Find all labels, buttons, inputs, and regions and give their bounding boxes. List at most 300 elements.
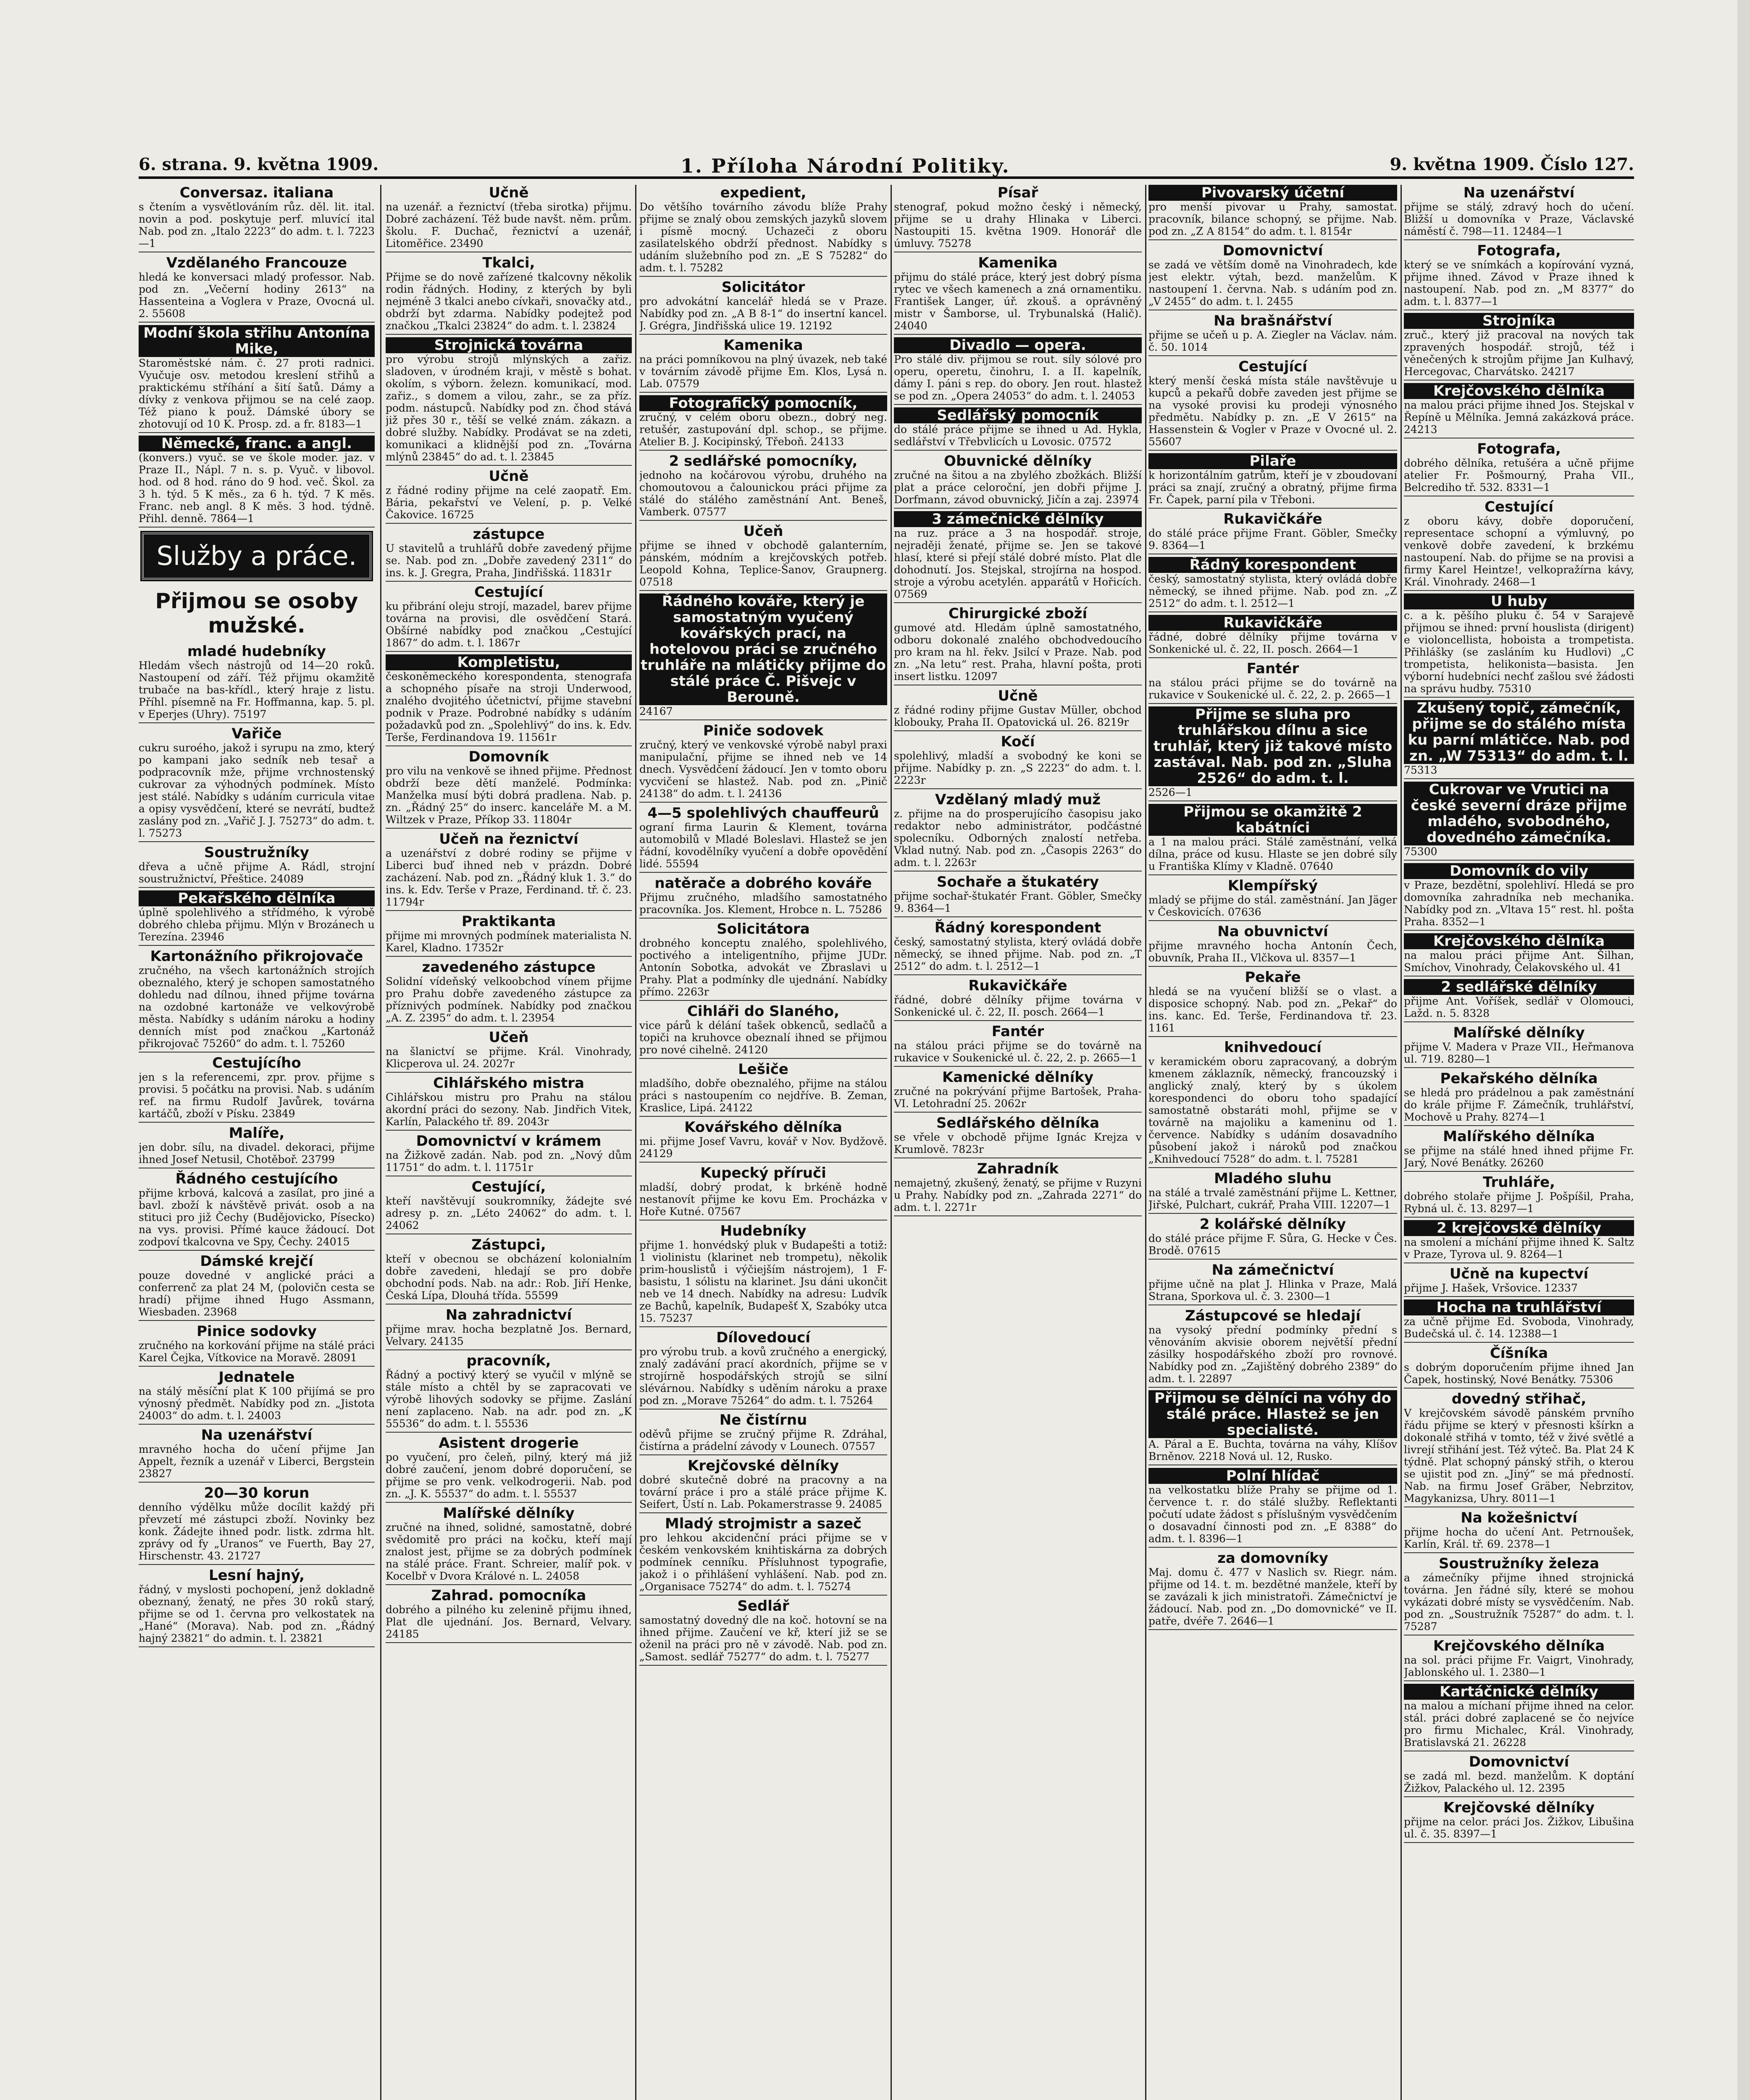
classified-ad (386, 468, 632, 524)
ad-heading: Fantér (991, 1023, 1044, 1040)
classified-ad (139, 1323, 375, 1367)
ad-heading: Zástupci, (471, 1236, 546, 1253)
ad-heading: Zahradník (977, 1160, 1059, 1177)
ad-text: přijme krbová, kalcová a zasílat, pro jiné a bavl. zboží k návštěvě privát. osob a na stituci pro již Čechy (Budějovicko, Písecko) na vys. provisi. Přímé kauce žádoucí. Dot zodpoví tkalcovna ve Spy, Čechy. 24015 (139, 1187, 375, 1248)
ad-heading: Cestující, (471, 1179, 546, 1195)
ad-heading: zástupce (473, 526, 545, 543)
classified-ad (894, 255, 1142, 335)
ad-text: dřeva a učně přijme A. Rádl, strojní soustružnictví, Přeštice. 24089 (139, 861, 375, 885)
ad-text: český, samostatný stylista, který ovládá dobře německý, se ihned přijme. Nab. pod zn. „T 2512“ do adm. t. l. 2512—1 (894, 936, 1142, 972)
ad-text: přijme hocha do učení Ant. Petrnoušek, Karlín, Král. tř. 69. 2378—1 (1404, 1526, 1634, 1550)
ad-heading: Kočí (1001, 733, 1035, 750)
ad-text: zručného na korkování přijme na stálé práci Karel Čejka, Vítkovice na Moravě. 28091 (139, 1339, 375, 1364)
ad-heading: Krejčovské dělníky (1443, 1799, 1595, 1816)
ad-text: Hledám všech nástrojů od 14—20 roků. Nastoupení od září. Též přijmu okamžitě trubače na bas-křídl., který hraje z listu. Příhl. písemně na Fr. Hoffmanna, kap. 5. pl. v Eperjes (Uhry). 75197 (139, 659, 375, 720)
ad-heading: Solicitátor (721, 279, 805, 296)
ad-heading: Domovník do vily (1404, 863, 1634, 879)
ad-text: Přijme se do nově zařízené tkalcovny několik rodin řádných. Hodiny, z kterých by byli nejméně 3 tkalci anebo cívkaři, snovačky atd., obdrží byt zdarma. Nabídky podejtež pod značkou „Tkalci 23824“ do adm. t. l. 23824 (386, 271, 632, 332)
ad-text: V krejčovském sávodě pánském prvního řádu přijme se který v přesnosti kšírkn a dokonalé střihá v tomto, též v živé světlé a livrejí střihání jest. Též výteč. Ba. Plat 24 K týdně. Plat schopný pánský střih, o kterou se ujistit pod zn. „Jiný“ se má předností. Nab. na firmu Josef Gräber, Nebrzitov, Magykanizsa, Uhry. 8011—1 (1404, 1407, 1634, 1504)
ad-text: Cihlářskou mistru pro Prahu na stálou akordní práci do sezony. Nab. Jindřich Vitek, Karlín, Palackého tř. 89. 2043r (386, 1091, 632, 1128)
ad-heading: Fotografický pomocník, (639, 395, 887, 411)
ad-text: ku přibrání oleju strojí, mazadel, barev přijme továrna na provisi, dle osvědčení Stará. Obšírné nabídky pod značkou „Cestující 1867“ do adm. t. l. 1867r (386, 600, 632, 649)
classified-ad (639, 1061, 887, 1117)
ad-heading: Zástupcové se hledají (1185, 1307, 1361, 1324)
ad-heading: Sedlářský pomocník (894, 407, 1142, 423)
classified-ad (1404, 185, 1634, 240)
ad-text: zručný, v celém oboru obezn., dobrý neg. retušér, zastupování dpl. schop., se přijme. Atelier B. J. Kocipinský, Třeboň. 24133 (639, 411, 887, 448)
ad-heading: 20—30 korun (204, 1485, 310, 1502)
classified-ad (1404, 782, 1634, 861)
classified-ad (639, 1003, 887, 1059)
ad-heading: Jednatele (218, 1369, 295, 1386)
ad-heading: Ne čistírnu (719, 1412, 807, 1428)
ad-text: zručný, který ve venkovské výrobě nabyl praxi manipulační, přijme se ihned neb ve 14 dnech. Vysvědčení žádoucí. Jen v tomto oboru vycvičení se hlastež. Nab. pod zn. „Pinič 24138“ do adm. t. l. 24136 (639, 739, 887, 800)
ad-text: z řádné rodiny přijme na celé zaopatř. Em. Bária, pekařství ve Velení, p. p. Velké Čakovice. 16725 (386, 484, 632, 521)
ad-text: na šlanictví se přijme. Král. Vinohrady, Klicperova ul. 24. 2027r (386, 1045, 632, 1070)
classified-ad (894, 920, 1142, 975)
ad-text: jen s la referencemi, zpr. prov. přijme s provisi. 5 počátku na provisi. Nab. s udáním ref. na firmu Rudolf Javůrek, továrna kartáčů, zboží v Písku. 23849 (139, 1071, 375, 1120)
ad-text: mladší, dobrý prodat, k brkéně hodně nestanovít přijme ke kovu Em. Procházka v Hoře Kutné. 07567 (639, 1181, 887, 1218)
ad-heading: 2 sedlářské dělníky (1404, 979, 1634, 995)
classified-ad (386, 255, 632, 335)
column-divider (1145, 185, 1146, 2100)
ad-heading: Kartáčnické dělníky (1404, 1684, 1634, 1700)
ad-text: zručného, na všech kartonážních strojích obeznalého, který je schopen samostatného dohledu nad dílnou, ihned přijme továrna na ozdobné kartonáže ve velkovýrobě města. Nabídky s udáním nároku a hodiny denních míst pod značkou „Kartonáž přikrojovač 75260“ do adm. t. l. 75260 (139, 964, 375, 1050)
ad-heading: 2 sedlářské pomocníky, (669, 453, 858, 470)
classified-ad (386, 1075, 632, 1131)
ad-text: A. Páral a E. Buchta, továrna na váhy, Klíšov Brněnov. 2218 Nová ul. 12, Rusko. (1148, 1438, 1397, 1462)
ad-heading: natěrače a dobrého kováře (654, 875, 872, 892)
classified-ad (1148, 1390, 1397, 1465)
classified-ad (639, 279, 887, 335)
ad-heading: za domovníky (1217, 1550, 1328, 1567)
ad-heading: Pekařského dělníka (1440, 1070, 1598, 1087)
section-title: Přijmou se osoby mužské. (155, 589, 358, 638)
classified-ad (1148, 1308, 1397, 1388)
ad-heading: Conversaz. italiana (179, 185, 334, 201)
ad-heading: Modní škola střihu Antonína Mike, (139, 325, 375, 357)
classified-ad (139, 643, 375, 723)
ad-text: k horizontálním gatrům, kteří je v zboudovaní práci sa znají, zručný a obratný, přijme firma Fr. Čapek, parní pila v Třeboni. (1148, 469, 1397, 506)
ad-text: českoněmeckého korespondenta, stenografa a schopného písaře na stroji Underwood, znalého dvojitého účetnictví, přijme stavební podnik v Praze. Podrobné nabídky s udáním požadavků pod zn. „Spolehlivý“ do ins. k. Edv. Terše, Ferdinandova 19. 11561r (386, 670, 632, 743)
ad-text: samostatný dovedný dle na koč. hotovní se na ihned přijme. Zaučení ve kř, kterí již se se oženil na práci pro ně v závodě. Nab. pod zn. „Samost. sedlář 75277“ do adm. t. l. 75277 (639, 1614, 887, 1663)
ad-text: dobrého stolaře přijme J. Pošpíšil, Praha, Rybná ul. č. 13. 8297—1 (1404, 1190, 1634, 1215)
classified-ad (1404, 1220, 1634, 1263)
ad-text: jen dobr. sílu, na divadel. dekoraci, přijme ihned Josef Netusil, Chotěboř. 23799 (139, 1141, 375, 1166)
ad-text: a zámečníky přijme ihned strojnická továrna. Jen řádné síly, které se mohou vykázati dobré místy se vysvědčením. Nab. pod zn. „Soustružník 75287“ do adm. t. l. 75287 (1404, 1572, 1634, 1633)
ad-heading: Domovník (468, 748, 549, 765)
classified-ad (639, 1119, 887, 1163)
classified-ad (1404, 1174, 1634, 1218)
ad-heading: Přijmou se dělníci na vóhy do stálé práce. Hlastež se jen specialisté. (1148, 1390, 1397, 1438)
classified-ad (1404, 1025, 1634, 1068)
ad-heading: Obuvnické dělníky (944, 453, 1092, 470)
ad-heading: 2 krejčovské dělníky (1404, 1220, 1634, 1236)
ad-heading: Rukavičkáře (1148, 615, 1397, 631)
ad-heading: Učeň (489, 1029, 529, 1046)
ad-heading: Sochaře a štukatéry (936, 874, 1099, 890)
classified-ad (1404, 1556, 1634, 1635)
classified-ad (386, 749, 632, 829)
classified-ad (639, 395, 887, 451)
ad-heading: Mladý strojmistr a sazeč (665, 1515, 862, 1532)
page-header (139, 155, 1634, 179)
ad-text: přijme mrav. hocha bezplatně Jos. Bernard, Velvary. 24135 (386, 1323, 632, 1347)
column-4 (894, 185, 1142, 2100)
ad-text: pro advokátní kancelář hledá se v Praze. Nabídky pod zn. „A B 8-1“ do insertní kancel. J. Grégra, Jindřišská ulice 19. 12192 (639, 295, 887, 332)
ad-text: v Praze, bezdětní, spolehliví. Hledá se pro domovníka zahradníka neb mechanika. Nabídky pod zn. „Vltava 15“ rest. hl. pošta Praha. 8352—1 (1404, 879, 1634, 928)
ad-heading: zavedeného zástupce (422, 959, 596, 976)
ad-text: přijme se ihned v obchodě galanterním, pánském, módním a krejčovských potřeb. Leopold Kohna, Teplice-Šanov, Graupnerg. 07518 (639, 539, 887, 588)
ad-heading: Krejčovského dělníka (1433, 1638, 1605, 1654)
classified-ad (1148, 313, 1397, 356)
ad-heading: Pekařského dělníka (139, 890, 375, 906)
ad-text: zručné na šitou a na zbylého zbožkách. Bližší plat a práce celoroční, jen dobři přijme J. Dorfmann, závod obuvnický, Jičín a zaj. 23974 (894, 469, 1142, 506)
ad-heading: Krejčovského dělníka (1404, 933, 1634, 949)
classified-ad (1148, 878, 1397, 921)
classified-ad (894, 511, 1142, 603)
classified-ad (1148, 924, 1397, 967)
column-divider (1401, 185, 1402, 2100)
ad-text: do stálé práce přijme Frant. Göbler, Smečky 9. 8364—1 (1148, 527, 1397, 551)
ad-heading: Strojnická továrna (386, 337, 632, 353)
classified-ad (139, 1171, 375, 1251)
ad-text: zruč., který již pracoval na nových tak zpravených hospodář. strojů, též i věnečených k strojům přijme Jan Kulhavý, Hercegovac, Charvátsko. 24217 (1404, 329, 1634, 378)
ad-text: c. a k. pěšího pluku č. 54 v Sarajevě přijmou se ihned: první houslista (dirigent) e violoncellista, hoboista a trompetista. Přihlášky (se zasláním ku Hudlovi) „C trompetista, helikonista—basista. Jen výborní hudebníci nechť zašlou své žádosti na správu hudby. 75310 (1404, 609, 1634, 695)
classified-ad (386, 526, 632, 582)
ad-heading: Hudebníky (720, 1223, 807, 1239)
ad-text: s dobrým doporučením přijme ihned Jan Čapek, hostinský, Nové Benátky. 75306 (1404, 1361, 1634, 1386)
ad-text: mladšího, dobře obeznalého, přijme na stálou práci s nastoupením co nejdříve. B. Zeman, Kraslice, Lipá. 24122 (639, 1077, 887, 1114)
ad-heading: Sedlářského dělníka (936, 1115, 1100, 1131)
classified-ad (386, 1588, 632, 1643)
column-2 (386, 185, 632, 2100)
classified-ad (386, 1435, 632, 1503)
classified-ad (139, 255, 375, 323)
ad-heading: Zahrad. pomocníka (431, 1587, 586, 1604)
column-divider (380, 185, 381, 2100)
ad-heading: Divadlo — opera. (894, 337, 1142, 353)
classified-ad (639, 723, 887, 803)
ad-heading: Sedlář (737, 1598, 789, 1614)
classified-ad (639, 1223, 887, 1327)
classified-ad (639, 1330, 887, 1410)
ad-heading: mladé hudebníky (187, 643, 326, 660)
ad-heading: Učně (489, 185, 529, 201)
classified-ad (1404, 1684, 1634, 1751)
ad-text: drobného konceptu znalého, spolehlivého, poctivého a inteligentního, přijme JUDr. Antonín Sobotka, advokát ve Zbraslavi u Prahy. Plat a podmínky dle ujednání. Nabídky přímo. 2263r (639, 937, 887, 998)
column-divider (635, 185, 636, 2100)
ad-text: přijme Ant. Voříšek, sedlář v Olomouci, Lažd. n. 5. 8328 (1404, 995, 1634, 1019)
ad-heading: Rukavičkáře (1223, 511, 1322, 528)
classified-ad (386, 959, 632, 1027)
classified-ad (1404, 1391, 1634, 1507)
ad-heading: Učeň na řeznictví (439, 831, 578, 848)
ad-heading: Piniče sodovek (703, 722, 824, 739)
classified-ad (1148, 511, 1397, 554)
classified-ad (1404, 979, 1634, 1022)
classified-ad (894, 453, 1142, 509)
header-right: 9. května 1909. Číslo 127. (1390, 155, 1634, 174)
ad-text: pro výrobu strojů mlýnských a zařiz. sladoven, v úrodném kraji, v městě s bohat. okolím, s výborn. železn. komunikací, mod. zařiz., s domem a vilou, zahr., se za příz. podm. nástupců. Nabídky pod zn. čhod stává již přes 30 r., těší se velké znám. zákazn. a dobré služby. Nabídky. Prodávat se na zdeti, komunikaci a klidnější pod zn. „Továrna mlýnů 23845“ do ad. t. l. 23845 (386, 353, 632, 463)
classified-ad (139, 1055, 375, 1123)
ad-text: Staroměstské nám. č. 27 proti radnici. Vyučuje osv. metodou kreslení střihů a praktickému stříhání a šití šatů. Dámy a dívky z venkova přijmou se na celé zaop. Též piano k použ. Dámské úbory se zhotovují od 10 K. Prosp. zd. a fr. 8183—1 (139, 357, 375, 430)
ad-text: přijmu do stálé práce, který jest dobrý písma rytec ve všech kamenech a zná ornamentiku. František Langer, úř. zkouš. a oprávněný mistr v Šamborse, ul. Trybunalská (Halič). 24040 (894, 271, 1142, 332)
classified-ad (894, 734, 1142, 789)
ad-text: do stálé práce přijme se ihned u Ad. Hykla, sedlářství v Třebvlicích u Lovosic. 07572 (894, 423, 1142, 448)
classified-ad (386, 1179, 632, 1234)
ad-text: přijme 1. honvédský pluk v Budapešti a totiž: 1 violinistu (klarinet neb trompetu), několik prim-houslistů i výčiejším nástrojem), 1 F-basistu, 1 sólistu na klarinet. Jsu dáni ukončit neb ve 14 dnech. Nabídky na adresu: Ludvík ze Bachů, kapelník, Budapešť X, Szabóky utca 15. 75237 (639, 1239, 887, 1324)
classified-ad (1148, 706, 1397, 801)
classified-ad (1404, 933, 1634, 976)
ad-text: na malou práci přijme ihned Jos. Stejskal v Řepíně u Mělníka. Jemná zakázková práce. 24213 (1404, 399, 1634, 436)
classified-ad (139, 890, 375, 946)
classified-ad (1148, 1171, 1397, 1214)
ad-text: na vysoký přední podmínky přední s věnováním akvisie oborem největší přední zásilky hospodářského zboží pro rovnové. Nabídky pod zn. „Zajištěný dobrého 2389“ do adm. t. l. 22897 (1148, 1324, 1397, 1385)
ad-text: z řádné rodiny přijme Gustav Müller, obchod klobouky, Praha II. Opatovická ul. 26. 8219r (894, 704, 1142, 728)
ad-heading: Kartonážního přikrojovače (150, 948, 363, 965)
ad-text: za učně přijme Ed. Svoboda, Vinohrady, Budečská ul. č. 14. 12388—1 (1404, 1315, 1634, 1340)
ad-heading: Fantér (1246, 660, 1299, 677)
ad-text: gumové atd. Hledám úplně samostatného, odboru dokonalé znalého obchodvedoucího pro kram na hl. řekv. Jsilcí v Praze. Nab. pod zn. „Na letu“ rest. Praha, hlavní pošta, proti insert listku. 12097 (894, 622, 1142, 682)
classified-ad (894, 1069, 1142, 1113)
ad-heading: Řádného cestujícího (175, 1171, 338, 1187)
ad-heading: Pinice sodovky (197, 1323, 317, 1340)
ad-text: stenograf, pokud možno český i německý, přijme se u drahy Hlinaka v Liberci. Nastoupiti 15. května 1909. Honorář dle úmluvy. 75278 (894, 201, 1142, 249)
ad-text: přijme učně na plat J. Hlinka v Praze, Malá Strana, Sporkova ul. č. 3. 2300—1 (1148, 1278, 1397, 1302)
column-6 (1404, 185, 1634, 2100)
ad-text: dobrého dělníka, retušéra a učně přijme atelier Fr. Pošmourný, Praha VII., Belcrediho tř. 532. 8331—1 (1404, 457, 1634, 494)
classified-ad (1404, 1754, 1634, 1797)
ad-heading: Solicitátora (717, 921, 810, 937)
classified-ad (1404, 313, 1634, 381)
ad-heading: Malířské dělníky (1453, 1024, 1585, 1041)
ad-heading: Fotografa, (1477, 242, 1561, 259)
ad-heading: Domovnictví (1469, 1754, 1569, 1770)
header-left: 6. strana. 9. května 1909. (139, 155, 379, 174)
ad-text: zručné na pokrývání přijme Bartošek, Praha-VI. Letohradní 25. 2062r (894, 1085, 1142, 1110)
ad-heading: knihvedoucí (1224, 1039, 1322, 1056)
ad-heading: Malíře, (229, 1125, 285, 1142)
ad-heading: Pekaře (1245, 969, 1301, 986)
ad-text: úplně spolehlivého a střídmého, k výrobě dobrého chleba přijmu. Mlýn v Brozánech u Terezína. 23946 (139, 906, 375, 943)
classified-ad (386, 1353, 632, 1433)
classified-ad (1148, 615, 1397, 658)
classified-ad (1148, 1216, 1397, 1260)
ad-text: pro menší pivovar u Prahy, samostat. pracovník, bilance schopný, se přijme. Nab. pod zn. „Z A 8154“ do adm. t. l. 8154r (1148, 201, 1397, 237)
ad-text: na stálou práci přijme se do továrně na rukavice v Soukenické ul. č. 22, 2. p. 2665—1 (894, 1040, 1142, 1064)
ad-text: 24167 (639, 705, 673, 717)
classified-ad (139, 1567, 375, 1647)
classified-ad (894, 407, 1142, 451)
ad-text: pouze dovedné v anglické práci a conferrenč za plat 24 M, (polovičn cesta se hradí) přijme ihned Hugo Assmann, Wiesbaden. 23968 (139, 1269, 375, 1318)
ad-text: na velkostatku blíže Prahy se přijme od 1. července t. r. do stálé služby. Reflektanti počutí udate žádost s příslušným vysvědčením o dosavadní činnosti pod zn. „E 8388“ do adm. t. l. 8396—1 (1148, 1484, 1397, 1545)
ad-text: z. přijme na do prosperujícího časopisu jako redaktor nebo administrátor, podčástné spolecníku. Odborných znalostí netřeba. Vklad nutný. Nab. pod zn. „Časopis 2263“ do adm. t. l. 2263r (894, 808, 1142, 869)
column-1 (139, 185, 375, 2100)
classified-ad (1404, 700, 1634, 779)
ad-text: Solidní vídeňský velkoobchod vínem přijme pro Prahu dobře zavedeného zástupce za příznivých podmínek. Nabídky pod značkou „A. Z. 2395“ do adm. t. l. 23954 (386, 975, 632, 1024)
classified-ad (639, 1165, 887, 1221)
classified-ad (1148, 1550, 1397, 1630)
classified-ad (386, 1133, 632, 1176)
ad-heading: U huby (1404, 593, 1634, 609)
ad-heading: Písař (997, 185, 1038, 201)
ad-text: na ruz. práce a 3 na hospodář. stroje, nejraději ženaté, přijme se. Jen se takové hlasí, které si přejí stálé dobré místo. Plat dle dohodnutí. Jos. Stejskal, strojírna na hospod. stroje a výrobu acetylén. apparátů v Hořicích. 07569 (894, 527, 1142, 600)
ad-heading: Kamenika (723, 337, 803, 354)
classified-ad (894, 1115, 1142, 1158)
ad-text: pro výrobu trub. a kovů zručného a energický, znalý zadávání prací akordních, přijme se v strojírně hospodářských strojů se silní slévárnou. Nabídky s uděním nároku a praxe pod zn. „Morave 75264“ do adm. t. l. 75264 (639, 1346, 887, 1407)
classified-ad (1404, 243, 1634, 310)
classified-ad (1148, 185, 1397, 240)
ad-heading: Kamenické dělníky (942, 1069, 1094, 1086)
ad-heading: Řádný korespondent (934, 919, 1101, 936)
classified-ad (639, 1412, 887, 1455)
classified-ad (1148, 557, 1397, 612)
classified-ad (139, 948, 375, 1053)
ad-text: přijme sochař-štukatér Frant. Göbler, Smečky 9. 8364—1 (894, 890, 1142, 914)
classified-ad (1404, 1510, 1634, 1553)
ad-text: nemajetný, zkušený, ženatý, se přijme v Ruzyni u Prahy. Nabídky pod zn. „Zahrada 2271“ do adm. t. l. 2271r (894, 1177, 1142, 1213)
classified-ad (139, 726, 375, 842)
classified-ad (1404, 593, 1634, 698)
ad-heading: Fotografa, (1477, 441, 1561, 457)
ad-heading: Na uzenářství (1463, 185, 1575, 201)
classified-ad (894, 688, 1142, 731)
ad-heading: Kovářského dělníka (684, 1119, 842, 1136)
ad-heading: Cestující (474, 584, 543, 601)
ad-heading: Číšníka (1490, 1345, 1548, 1362)
ad-text: Přijmu zručného, mladšího samostatného pracovníka. Jos. Klement, Hrobce n. L. 75286 (639, 891, 887, 916)
ad-heading: Na zámečnictví (1211, 1262, 1334, 1278)
ad-text: zručné na ihned, solidné, samostatně, dobré svědomitě pro práci na kočku, kteří mají znalost jest, přijme se za dobrých podmínek na stálé práce. Frant. Schreier, malíř pok. v Kocelbř v Dvora Králové n. L. 24058 (386, 1521, 632, 1582)
classified-ad (139, 1253, 375, 1321)
classified-ad (1148, 1040, 1397, 1168)
ad-text: 75313 (1404, 764, 1437, 776)
ad-text: mladý se přijme do stál. zaměstnání. Jan Jäger v Českovicích. 07636 (1148, 894, 1397, 918)
ad-text: na stálou práci přijme se do továrně na rukavice v Soukenické ul. č. 22, 2. p. 2665—1 (1148, 677, 1397, 701)
classified-ad (894, 337, 1142, 405)
ad-text: přijme J. Hašek, Vršovice. 12337 (1404, 1282, 1578, 1294)
ad-text: na Žižkově zadán. Nab. pod zn. „Nový dům 11751“ do adm. t. l. 11751r (386, 1149, 632, 1173)
ad-text: se zadá ml. bezd. manželům. K doptání Žižkov, Palackého ul. 12. 2395 (1404, 1770, 1634, 1794)
ad-heading: Vzdělaného Francouze (166, 255, 347, 271)
ad-text: přijme mravného hocha Antonín Čech, obuvník, Praha II., Vlčkova ul. 8357—1 (1148, 940, 1397, 964)
ad-text: přijme se učeň u p. A. Ziegler na Václav. nám. č. 50. 1014 (1148, 329, 1397, 353)
services-banner: Služby a práce. (142, 533, 371, 580)
ad-text: na stálé a trvalé zaměstnání přijme L. Kettner, Jiřské, Pulchart, cukrář, Praha VIII. 12207—1 (1148, 1186, 1397, 1211)
ad-text: Maj. domu č. 477 v Naslich sv. Riegr. nám. přijme od 14. t. m. bezdětné manžele, kteří by se zavázali k jich ministratoři. Zámečnictví je žádoucí. Nab. pod zn. „Do domovnické“ ve II. patře, dvéře 7. 2646—1 (1148, 1566, 1397, 1627)
classified-ad (894, 1024, 1142, 1067)
ad-text: mravného hocha do učení přijme Jan Appelt, řezník a uzenář v Liberci, Bergstein 23827 (139, 1443, 375, 1480)
classified-ad (639, 805, 887, 873)
ad-heading: Cestující (1485, 499, 1553, 515)
classified-ad (1148, 661, 1397, 704)
ad-text: cukru suroého, jakož i syrupu na zmo, který po kampani jako sedník neb tesař a podpracovník mže, přijme vrchnostenský cukrovar za výhodných podmínek. Místo jest stálé. Nabídky s udáním curricula vitae a opisy vysvědčení, které se nevrátí, budtež zaslány pod zn. „Vařič J. J. 75273“ do adm. t. l. 75273 (139, 742, 375, 839)
classified-ad (1404, 1071, 1634, 1126)
column-3 (639, 185, 887, 2100)
ad-heading: Učně (489, 468, 529, 485)
ad-heading: Učně na kupectví (1449, 1265, 1589, 1282)
ad-heading: Na zahradnictví (445, 1307, 572, 1323)
ad-heading: Hocha na truhlářství (1404, 1299, 1634, 1315)
ad-text: jednoho na kočárovou výrobu, druhého na chomoutovou a čalounickou práci přijme za stálé do stálého zaměstnání Ant. Beneš, Vamberk. 07577 (639, 469, 887, 518)
classified-ad (139, 845, 375, 888)
ad-text: pro lehkou akcidenční práci přijme se v českém venkovském knihtiskárna za dobrých podmínek cenníku. Přísluhnost typografie, jakož i o přihlášení vyhlášení. Nab. pod zn. „Organisace 75274“ do adm. t. l. 75274 (639, 1532, 887, 1593)
classified-ad (1148, 359, 1397, 451)
ad-heading: Pivovarský účetní (1148, 185, 1397, 201)
classified-ad (1148, 1262, 1397, 1305)
classified-ad (639, 593, 887, 720)
classified-ad (1148, 243, 1397, 310)
ad-text: řádné, dobré dělníky přijme továrna v Sonkenické ul. č. 22, II. posch. 2664—1 (1148, 631, 1397, 655)
classified-ad (1148, 453, 1397, 509)
classified-ad (139, 1369, 375, 1425)
ad-text: (konvers.) vyuč. se ve škole moder. jaz. v Praze II., Nápl. 7 n. s. p. Vyuč. v libovol. hod. od 8 hod. ráno do 9 hod. več. Škol. za 3 h. týd. 5 K měs., za 6 h. týd. 7 K měs. Franc. neb angl. 8 K měs. 3 hod. týdně. Přihl. denně. 7864—1 (139, 452, 375, 525)
classified-ad (386, 337, 632, 466)
ad-heading: Dílovedoucí (716, 1329, 810, 1346)
ad-heading: 3 zámečnické dělníky (894, 511, 1142, 527)
ad-text: se přijme na stálé hned ihned přijme Fr. Jarý, Nové Benátky. 26260 (1404, 1144, 1634, 1169)
ad-heading: Na uzenářství (201, 1427, 313, 1444)
classified-ad (1404, 1299, 1634, 1343)
ad-heading: Učně (998, 688, 1038, 704)
ad-text: řádné, dobré dělníky přijme továrna v Sonkenické ul. č. 22, II. posch. 2664—1 (894, 994, 1142, 1018)
classified-ad (639, 1598, 887, 1666)
ad-heading: Klempířský (1227, 877, 1318, 894)
classified-ad (139, 1427, 375, 1483)
classified-ad (1404, 1638, 1634, 1681)
classified-ad (894, 606, 1142, 685)
ad-heading: Cestujícího (212, 1055, 301, 1071)
classified-ad (386, 1237, 632, 1305)
classified-ad (639, 453, 887, 521)
ad-text: přijme mi mrovných podmínek materialista N. Karel, Kladno. 17352r (386, 929, 632, 954)
classified-ad (1404, 1266, 1634, 1297)
ad-heading: Krejčovského dělníka (1404, 383, 1634, 399)
ad-text: v keramickém oboru zapracovaný, a dobrým kmenem záklazník, německý, francouzský i anglický znalý, který by s úkolem korespondenci do oboru toho spadající samostatně obstaráti mohl, přijme se v továrně na majoliku a kameninu od 1. července. Nabídky s udáním dosavadního působení jakož i nároků pod značkou „Knihvedoucí 7528“ do adm. t. l. 75281 (1148, 1055, 1397, 1165)
ad-heading: Přijmou se okamžitě 2 kabátníci (1148, 804, 1397, 836)
ad-text: český, samostatný stylista, který ovládá dobře německý, se ihned přijme. Nab. pod zn. „Z 2512“ do adm. t. l. 2512—1 (1148, 573, 1397, 609)
ad-text: dobrého a pilného ku zelenině přijmu ihned, Plat dle ujednání. Jos. Bernard, Velvary. 24185 (386, 1604, 632, 1640)
ad-text: a 1 na malou práci. Stálé zaměstnání, velká dílna, práce od kusu. Hlaste se jen dobré síly u Františka Klímy v Kladně. 07640 (1148, 836, 1397, 872)
ad-heading: Chirurgické zboží (948, 605, 1088, 622)
classified-ad (639, 337, 887, 393)
classified-ad (894, 185, 1142, 252)
ad-text: který se ve snímkách a kopírování vyzná, přijme ihned. Závod v Praze ihned k nastoupení. Nab. pod zn. „M 8377“ do adm. t. l. 8377—1 (1404, 259, 1634, 307)
ad-heading: Kupecký příruči (700, 1165, 826, 1181)
ad-heading: Lešiče (738, 1061, 788, 1078)
classified-ad (139, 1125, 375, 1168)
ad-text: ograní firma Laurin & Klement, továrna automobilů v Mladé Boleslavi. Hlastež se jen řádní, kovodělníky vyučení a dobře opovědění lidé. 55594 (639, 821, 887, 870)
ad-heading: Učeň (743, 523, 783, 540)
ad-heading: Malířského dělníka (1443, 1128, 1595, 1145)
classified-ad (1404, 499, 1634, 591)
ad-heading: Německé, franc. a angl. (139, 436, 375, 452)
ad-heading: Dámské krejčí (200, 1253, 313, 1270)
ad-text: na práci pomníkovou na plný úvazek, neb také v továrním závodě přijme Em. Klos, Lysá n. Lab. 07579 (639, 353, 887, 390)
ad-text: z oboru kávy, dobře doporučení, representace schopní a výmluvný, po venkově dobře zavedení, k brzkému nastoupení. Nab. do přijme se na provisi a firmy Karel Heintze!, velkopražírna kávy, Král. Vinohrady. 2468—1 (1404, 515, 1634, 588)
column-5 (1148, 185, 1397, 2100)
ad-text: hledá se na vyučení bližší se o vlast. a disposice schopný. Nab. pod zn. „Pekař“ do ins. kanc. Ed. Terše, Ferdinandova tř. 23. 1161 (1148, 985, 1397, 1034)
ad-heading: Polní hlídač (1148, 1468, 1397, 1484)
classified-ad (386, 831, 632, 911)
classified-ad (386, 654, 632, 746)
classified-ad (1148, 1468, 1397, 1548)
classified-ad (1404, 1129, 1634, 1172)
ad-heading: Přijme se sluha pro truhlářskou dílnu a sice truhlář, který již takové místo zastával. Nab. pod zn. „Sluha 2526“ do adm. t. l. (1148, 706, 1397, 786)
classified-ad (894, 874, 1142, 917)
ad-heading: Praktikanta (461, 913, 556, 930)
